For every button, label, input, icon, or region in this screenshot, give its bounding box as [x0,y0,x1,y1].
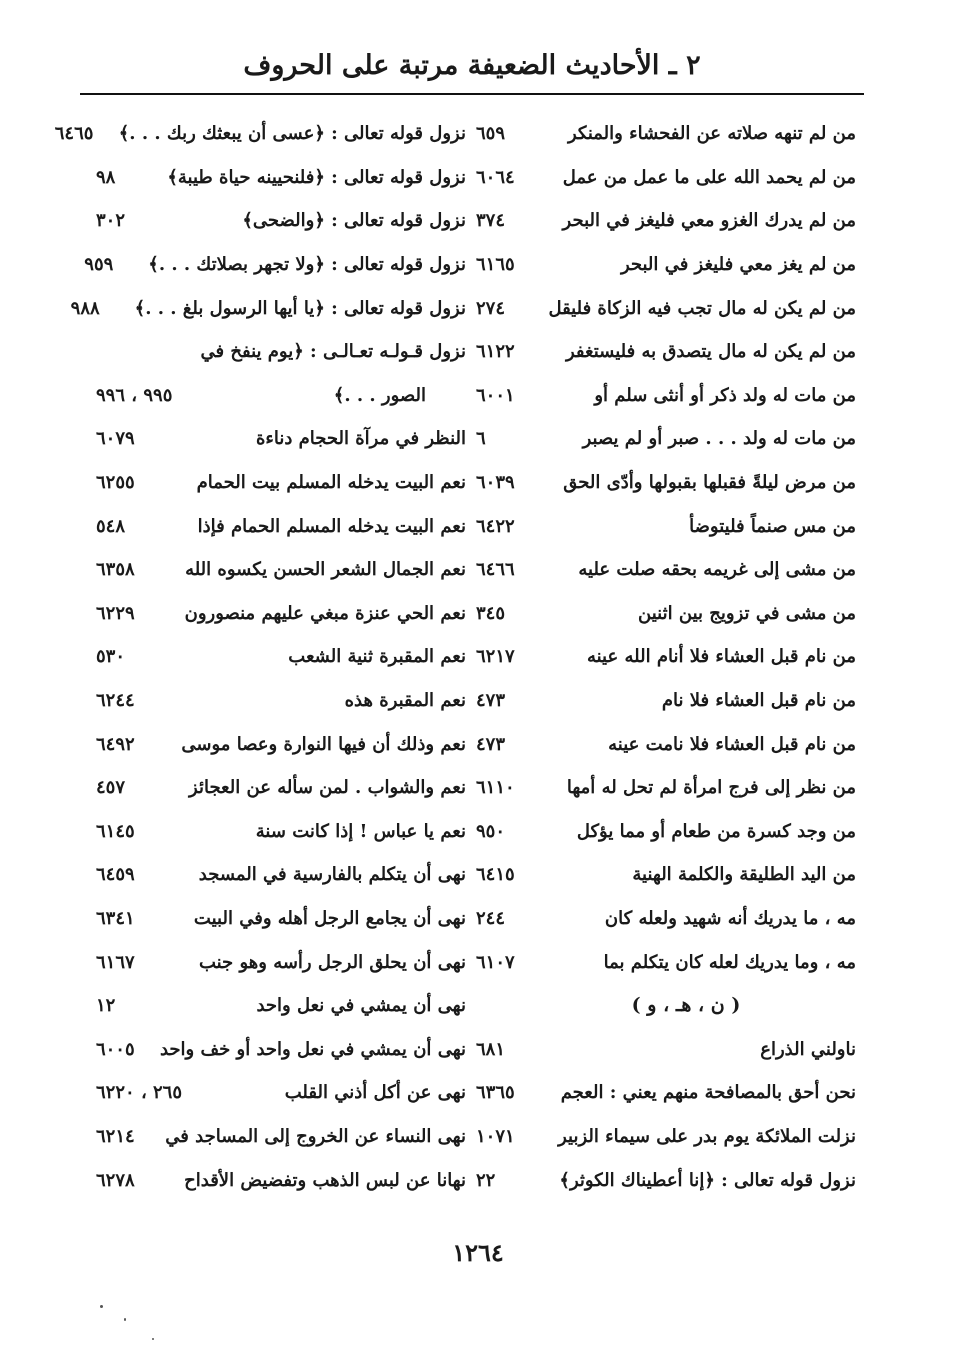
entry-reference-number: ٦٤٥٩ [96,864,135,886]
entry-reference-number: ٦١٠٧ [476,951,515,973]
entry-text: من مات له ولد . . . صبر أو لم يصبر [582,428,856,450]
entry-reference-number: ٦٥٩ [476,123,506,145]
index-entry [476,417,856,461]
left-entries [54,112,466,1202]
entry-reference-number: ٦١٤٥ [96,820,135,842]
entry-reference-number: ٦٢١٧ [476,646,515,668]
entry-reference-number: ٩٩٥ ، ٩٩٦ [96,384,173,406]
entry-reference-number: ٦٣٥٨ [96,559,135,581]
entry-text: من لم يدرك الغزو معي فليغز في البحر [562,210,856,232]
entry-text: من مشى في تزويج بين اثنين [638,602,856,624]
entry-text: نهى أن يمشي في نعل واحد أو خف واحد [159,1038,466,1060]
entry-reference-number: ٦٠٠١ [476,384,515,406]
index-entry [96,592,466,636]
page-number: ١٢٦٤ [452,1238,504,1267]
entry-reference-number: ٦٢٧٨ [96,1169,135,1191]
scan-speck [152,1338,154,1340]
entry-text: نعم وذلك أن فيها النوارة وعصا موسى [181,733,466,755]
left-column [54,112,466,1202]
entry-reference-number: ٢٤٤ [476,907,506,929]
entry-reference-number: ٦٤٦٥ [54,123,94,145]
entry-text: نزول قوله تعالى : ﴿والضحى﴾ [242,210,466,232]
entry-text: نعم الجمال الشعر الحسن يكسوه الله [185,559,466,581]
entry-text: نهانا عن لبس الذهب وتفضيض الأقداح [184,1169,466,1191]
entry-text: من لم يغز معي فليغز في البحر [620,254,856,276]
index-entry [476,199,856,243]
index-entry [96,722,466,766]
index-entry [96,504,466,548]
scan-speck [100,1305,103,1308]
running-header [80,38,864,94]
entry-reference-number: ٥٣٠ [96,646,126,668]
index-entry [476,286,856,330]
entry-text: نزول قوله تعالى : ﴿ولا تجهر بصلاتك . . .﴾ [148,254,466,276]
entry-reference-number: ٦١٦٧ [96,951,135,973]
entry-reference-number: ٦٢٢٩ [96,602,135,624]
entry-text: نزول قوله تعالى : ﴿يا أيها الرسول بلغ . . .﴾ [134,297,466,319]
entry-text: نزول قوله تعالى : ﴿عسى أن يبعثك ربك . . .﴾ [118,123,466,145]
entry-text: الصور . . .﴾ [333,384,426,406]
entry-reference-number: ٤٥٧ [96,777,126,799]
entry-reference-number: ٩٥٩ [84,254,114,276]
entry-reference-number: ٦٣٤١ [96,907,135,929]
entry-text: من مرض ليلةً فقبلها بقبولها وأدّى الحق [563,472,856,494]
entry-text: نعم يا عباس ! إذا كانت سنة [255,820,466,842]
entry-reference-number: ٦٨١ [476,1038,506,1060]
entry-reference-number: ٦٤٩٢ [96,733,135,755]
index-entry [96,897,466,941]
right-entries [476,112,856,984]
entry-text: مه ، وما يدريك لعله كان يتكلم بما [603,951,856,973]
entry-text: من وجد كسرة من طعام أو مما يؤكل [576,820,856,842]
index-entry [476,679,856,723]
entry-reference-number: ١٠٧١ [476,1125,515,1147]
index-entry [476,853,856,897]
entry-text: نزلت الملائكة يوم بدر على سيماء الزبير [558,1125,856,1147]
header-title: ٢ ـ الأحاديث الضعيفة مرتبة على الحروف [243,50,701,81]
entry-reference-number: ٦ [476,428,486,450]
entry-reference-number: ٦٢١٤ [96,1125,135,1147]
entry-reference-number: ٦٢٥٥ [96,472,135,494]
entry-text: من نظر إلى فرج امرأة لم تحل له أمها [566,777,856,799]
entry-text: نزول قوله تعالى : ﴿فلنحيينه حياة طيبة﴾ [167,166,466,188]
entry-text: النظر في مرآة الحجام دناءة [255,428,466,450]
index-entry [96,199,466,243]
index-entry [476,156,856,200]
index-entry [476,1158,856,1202]
entry-text: نهى أن يجامع الرجل أهله وفي البيت [193,907,466,929]
index-entry [96,940,466,984]
entry-reference-number: ٥٤٨ [96,515,126,537]
section-title: ( ن ، هـ ، و ) [631,993,741,1016]
index-entry [476,504,856,548]
entry-text: نعم الحي عنزة مبغي عليهم منصورون [184,602,466,624]
entry-text: نهى أن يتكلم بالفارسية في المسجد [198,864,466,886]
index-entry [96,417,466,461]
entry-reference-number: ٦٣٦٥ [476,1082,515,1104]
index-entry [476,810,856,854]
scan-speck [124,1318,126,1321]
index-entry [476,1027,856,1071]
entry-reference-number: ٦٠٠٥ [95,1038,135,1060]
entry-text: من لم تنهه صلاته عن الفحشاء والمنكر [567,123,856,145]
index-entry [476,940,856,984]
entry-reference-number: ٤٧٣ [476,690,506,712]
entry-text: من نام قبل العشاء فلا نام [661,690,856,712]
entry-reference-number: ٦١٦٥ [476,254,515,276]
entry-text: ناولني الذراع [760,1038,856,1060]
entry-reference-number: ٩٨ [96,166,116,188]
entry-text: نعم والشواب . لمن سأله عن العجائز [189,777,466,799]
entry-reference-number: ٩٨٨ [70,297,100,319]
index-entry [476,1071,856,1115]
entry-text: من لم يكن له مال تجب فيه الزكاة فليقل [548,297,856,319]
index-entry [96,1115,466,1159]
index-entry [96,679,466,723]
index-entry [96,330,466,374]
entry-reference-number: ٦٠٦٤ [476,166,515,188]
entry-text: من اليد الطليقة والكلمة الهنية [632,864,856,886]
entry-text: نهى أن يحلق الرجل رأسه وهو جنب [198,951,466,973]
entry-reference-number: ٣٤٥ [476,602,506,624]
entry-text: نعم البيت يدخله المسلم الحمام فإذا [197,515,466,537]
entry-text: نهى عن أكل أذني القلب [284,1082,466,1104]
index-entry [96,374,466,418]
index-entry [476,461,856,505]
right-entries-after-section [476,1027,856,1201]
index-entry [476,722,856,766]
header-rule [80,93,864,95]
index-entry [96,810,466,854]
entry-reference-number: ٢٦٥ ، ٦٢٢٠ [96,1082,183,1104]
entry-text: نزول قوله تعالى : ﴿إنا أعطيناك الكوثر﴾ [559,1169,856,1191]
entry-text: من مس صنماً فليتوضأ [689,515,856,537]
index-entry [476,592,856,636]
index-entry [476,635,856,679]
entry-reference-number: ٦٤٢٢ [476,515,515,537]
entry-text: نعم المقبرة هذه [344,690,466,712]
index-entry [476,766,856,810]
index-entry [96,635,466,679]
entry-text: نهى أن يمشي في نعل واحد [256,995,466,1017]
entry-reference-number: ٣٧٤ [476,210,506,232]
right-column [476,112,856,1202]
entry-text: من لم يكن له مال يتصدق به فليستغفر [566,341,856,363]
entry-reference-number: ٣٠٢ [96,210,126,232]
entry-reference-number: ٢٧٤ [476,297,506,319]
index-entry [96,984,466,1028]
index-entry [476,897,856,941]
entry-reference-number: ٩٥٠ [476,820,506,842]
index-entry [96,156,466,200]
entry-text: من نام قبل العشاء فلا أنام الله عينه [586,646,856,668]
entry-text: نزول قـولـه تعـالـى : ﴿يوم ينفخ في [200,341,466,363]
index-entry [96,1027,466,1071]
entry-text: من مات له ولد ذكر أو أنثى سلم أو [594,384,856,406]
index-entry [476,112,856,156]
index-entry [96,461,466,505]
index-entry [96,1158,466,1202]
index-entry [476,243,856,287]
entry-text: مه ، ما يدريك أنه شهيد ولعله كان [604,907,856,929]
index-entry [96,1071,466,1115]
entry-reference-number: ٦١٢٢ [476,341,515,363]
entry-reference-number: ٦٠٧٩ [96,428,135,450]
index-entry [96,548,466,592]
entry-text: نعم البيت يدخله المسلم بيت الحمام [196,472,466,494]
index-entry [476,374,856,418]
entry-reference-number: ٤٧٣ [476,733,506,755]
entry-text: نحن أحق بالمصافحة منهم يعني : العجم [560,1082,856,1104]
entry-reference-number: ١٢ [96,995,116,1017]
entry-reference-number: ٢٢ [476,1169,496,1191]
index-entry [96,766,466,810]
entry-text: نهى النساء عن الخروج إلى المساجد في [165,1125,466,1147]
index-entry [476,330,856,374]
entry-text: من مشى إلى غريمه بحقه صلت عليه [578,559,856,581]
entry-reference-number: ٦١١٠ [476,777,515,799]
entry-reference-number: ٦٠٣٩ [476,472,515,494]
entry-reference-number: ٦٤٦٦ [476,559,515,581]
index-entry [96,853,466,897]
index-entry [476,548,856,592]
index-entry [54,112,466,156]
entry-text: من لم يحمد الله على ما عمل من عمل [562,166,856,188]
entry-reference-number: ٦٤١٥ [476,864,515,886]
entry-text: نعم المقبرة ثنية الشعب [288,646,466,668]
entry-text: من نام قبل العشاء فلا نامت عينه [608,733,856,755]
index-entry [70,286,466,330]
entry-reference-number: ٦٢٤٤ [96,690,135,712]
index-entry [476,1115,856,1159]
index-entry [84,243,466,287]
